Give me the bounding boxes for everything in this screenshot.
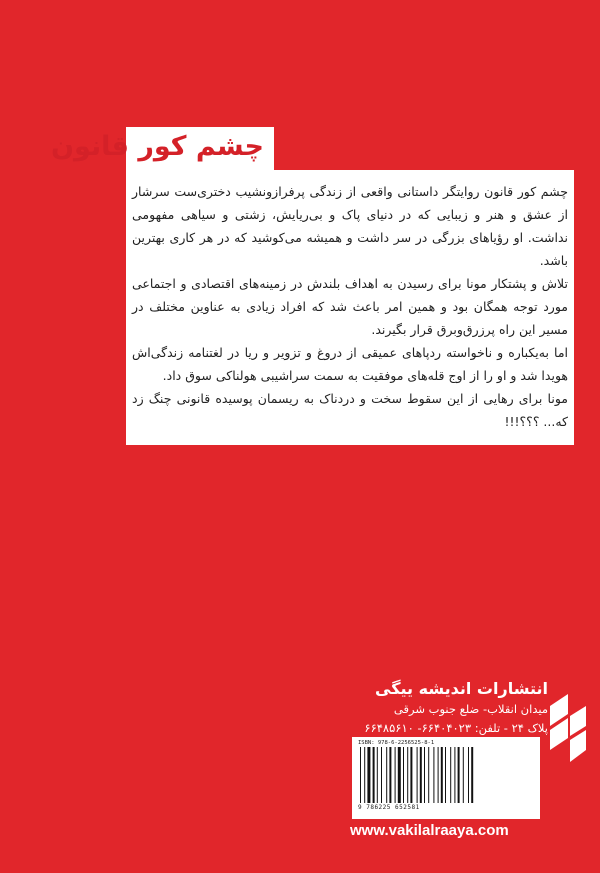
publisher-logo-icon (546, 692, 588, 764)
blurb-paragraph: مونا برای رهایی از این سقوط سخت و دردناک به ریسمان پوسیده قانونی چنگ زد که... ؟؟؟!!! (132, 391, 568, 429)
publisher-contact: پلاک ۲۴ - تلفن: ۶۶۴۰۴۰۲۳- ۶۶۴۸۵۶۱۰ (364, 721, 548, 735)
book-title: چشم کور قانون (50, 131, 264, 162)
title-tab (50, 127, 274, 171)
blurb-paragraph: تلاش و پشتکار مونا برای رسیدن به اهداف بلندش در زمینه‌های اقتصادی و اجتماعی مورد توجه همگان بود و همین امر باعث شد که افراد زیادی به عناوین مختلف در مسیر این راه پرزرق‌وبرق قرار بگیرند. (132, 276, 568, 337)
blurb-paragraph: چشم کور قانون روایتگر داستانی واقعی از زندگی پرفرازونشیب دختری‌ست سرشار از عشق و هنر و زیبایی که در دنیای پاک و بی‌ریایش، زشتی و سیاهی مفهومی نداشت. او رؤیاهای بزرگی در سر داشت و همیشه می‌کوشید که در هر کاری بهترین باشد. (132, 184, 568, 268)
website-link[interactable]: www.vakilalraaya.com (350, 822, 509, 839)
publisher-info (320, 678, 548, 738)
barcode-panel (352, 737, 540, 819)
isbn-text: ISBN: 978-6-2256525-8-1 (358, 740, 435, 746)
publisher-address: میدان انقلاب- ضلع جنوب شرقی (393, 702, 548, 716)
blurb-text (132, 180, 568, 433)
barcode-icon (358, 747, 534, 803)
publisher-name: انتشارات اندیشه ییگی (375, 679, 548, 698)
blurb-paragraph: اما به‌یکباره و ناخواسته ردپاهای عمیقی از دروغ و تزویر و ریا در لغتنامه زندگی‌اش هویدا شد و او را از اوج قله‌های موفقیت به سمت سراشیبی هولناکی سوق داد. (132, 345, 568, 383)
barcode-digits: 9 786225 652581 (358, 804, 420, 811)
